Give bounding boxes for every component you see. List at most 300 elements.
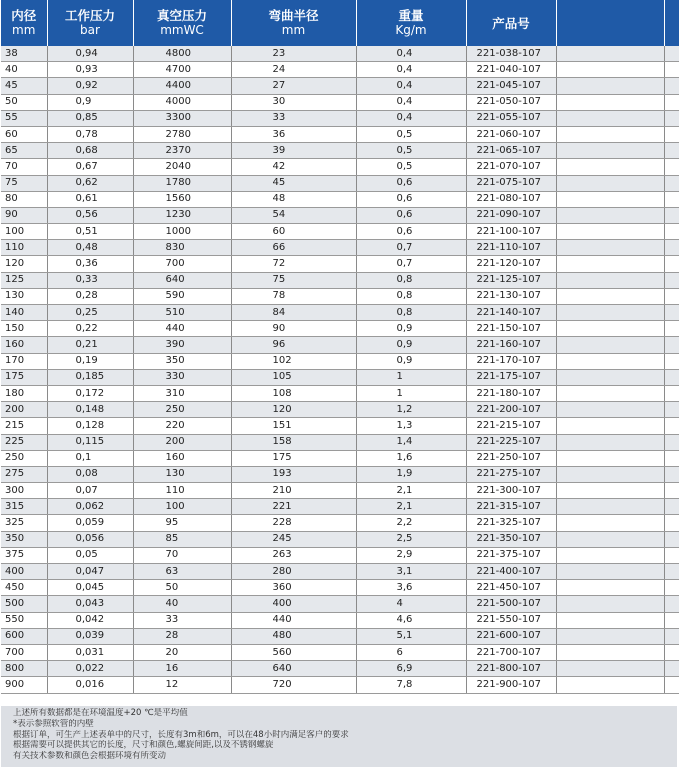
table-row [1, 159, 679, 175]
table-cell: 0,148 [47, 402, 133, 418]
table-cell: 72 [231, 256, 356, 272]
table-cell: 360 [231, 580, 356, 596]
table-cell [556, 272, 664, 288]
table-cell: 20 [133, 644, 231, 660]
table-cell [556, 110, 664, 126]
footnote-line: 根据订单，可生产上述表单中的尺寸，长度有3m和6m，可以在48小时内满足客户的要求 [13, 729, 349, 740]
table-cell [556, 353, 664, 369]
table-row [1, 450, 679, 466]
table-row [1, 644, 679, 660]
table-cell: 0,48 [47, 240, 133, 256]
table-cell: 0,6 [356, 207, 466, 223]
table-cell: 221-350-107 [466, 531, 556, 547]
table-cell: 221-550-107 [466, 612, 556, 628]
table-cell: 60 [1, 126, 47, 142]
table-cell: 0,5 [356, 159, 466, 175]
table-cell: 1780 [133, 175, 231, 191]
table-cell [556, 288, 664, 304]
table-cell: 158 [231, 434, 356, 450]
table-row [1, 337, 679, 353]
table-cell: 0,07 [47, 483, 133, 499]
table-cell: 0,7 [356, 240, 466, 256]
table-cell: 440 [133, 321, 231, 337]
table-cell: 0,172 [47, 385, 133, 401]
table-cell: 85 [133, 531, 231, 547]
table-cell [664, 110, 679, 126]
table-cell [664, 353, 679, 369]
table-cell: 40 [1, 62, 47, 78]
table-cell [664, 143, 679, 159]
table-cell: 0,36 [47, 256, 133, 272]
table-cell: 510 [133, 305, 231, 321]
table-cell: 95 [133, 515, 231, 531]
table-cell: 0,128 [47, 418, 133, 434]
table-cell: 4 [356, 596, 466, 612]
table-cell: 0,22 [47, 321, 133, 337]
footnote-line: 根据需要可以提供其它的长度，尺寸和颜色,螺旋间距,以及不锈钢螺旋 [13, 740, 274, 751]
table-row [1, 305, 679, 321]
table-cell: 110 [1, 240, 47, 256]
table-cell: 0,6 [356, 191, 466, 207]
table-cell: 0,25 [47, 305, 133, 321]
table-cell: 1000 [133, 224, 231, 240]
table-cell: 221-090-107 [466, 207, 556, 223]
table-cell [664, 564, 679, 580]
column-header-unit: mm [12, 23, 36, 37]
table-cell: 90 [1, 207, 47, 223]
table-cell: 250 [1, 450, 47, 466]
table-cell: 45 [1, 78, 47, 94]
table-cell: 50 [133, 580, 231, 596]
hose-spec-table [1, 0, 679, 694]
table-body [1, 46, 679, 693]
table-row [1, 434, 679, 450]
table-cell: 130 [133, 466, 231, 482]
table-cell: 38 [1, 46, 47, 62]
table-row [1, 418, 679, 434]
table-row [1, 612, 679, 628]
table-cell: 221 [231, 499, 356, 515]
table-row [1, 288, 679, 304]
table-cell: 221-045-107 [466, 78, 556, 94]
table-cell: 0,4 [356, 46, 466, 62]
table-cell [664, 175, 679, 191]
table-cell [556, 94, 664, 110]
table-cell: 640 [133, 272, 231, 288]
column-header-unit: Kg/m [395, 23, 427, 37]
table-cell: 221-075-107 [466, 175, 556, 191]
table-cell [664, 483, 679, 499]
table-cell [556, 62, 664, 78]
table-cell [664, 305, 679, 321]
table-cell: 221-325-107 [466, 515, 556, 531]
table-cell: 6 [356, 644, 466, 660]
table-cell: 4400 [133, 78, 231, 94]
table-cell: 0,9 [356, 337, 466, 353]
table-cell [556, 402, 664, 418]
table-cell [556, 46, 664, 62]
table-cell: 221-070-107 [466, 159, 556, 175]
table-cell: 39 [231, 143, 356, 159]
table-cell: 120 [231, 402, 356, 418]
table-row [1, 596, 679, 612]
table-row [1, 321, 679, 337]
table-cell [556, 596, 664, 612]
table-cell: 590 [133, 288, 231, 304]
table-cell [664, 434, 679, 450]
table-cell [664, 612, 679, 628]
table-cell: 221-050-107 [466, 94, 556, 110]
table-cell: 210 [231, 483, 356, 499]
column-header-weight [356, 0, 466, 46]
table-cell [664, 547, 679, 563]
table-cell: 23 [231, 46, 356, 62]
column-header-product-number [466, 0, 556, 46]
table-cell: 0,93 [47, 62, 133, 78]
table-row [1, 580, 679, 596]
column-header-label: 真空压力 [156, 8, 207, 23]
table-cell: 0,9 [47, 94, 133, 110]
table-cell: 350 [133, 353, 231, 369]
table-row [1, 531, 679, 547]
table-cell: 221-040-107 [466, 62, 556, 78]
table-cell: 0,4 [356, 78, 466, 94]
table-cell [664, 191, 679, 207]
table-cell [664, 385, 679, 401]
table-cell [664, 450, 679, 466]
table-cell [556, 661, 664, 677]
table-cell: 221-375-107 [466, 547, 556, 563]
table-row [1, 256, 679, 272]
table-cell: 1,4 [356, 434, 466, 450]
table-cell: 221-125-107 [466, 272, 556, 288]
table-cell: 0,92 [47, 78, 133, 94]
table-cell: 0,67 [47, 159, 133, 175]
table-cell: 0,045 [47, 580, 133, 596]
table-cell [664, 62, 679, 78]
table-cell: 110 [133, 483, 231, 499]
table-cell [556, 78, 664, 94]
table-cell: 228 [231, 515, 356, 531]
table-cell [664, 272, 679, 288]
column-header-unit: bar [80, 23, 100, 37]
table-cell: 560 [231, 644, 356, 660]
table-cell: 0,9 [356, 353, 466, 369]
table-row [1, 207, 679, 223]
table-cell: 33 [231, 110, 356, 126]
table-cell: 500 [1, 596, 47, 612]
table-cell [664, 159, 679, 175]
table-header-row [1, 0, 679, 46]
table-cell: 140 [1, 305, 47, 321]
table-cell: 120 [1, 256, 47, 272]
table-cell: 300 [1, 483, 47, 499]
table-cell: 550 [1, 612, 47, 628]
footnote-line: *表示参照软管的内壁 [13, 718, 94, 729]
table-cell [664, 677, 679, 693]
table-cell [556, 644, 664, 660]
table-cell: 221-225-107 [466, 434, 556, 450]
table-cell: 27 [231, 78, 356, 94]
table-cell: 221-140-107 [466, 305, 556, 321]
table-cell [664, 661, 679, 677]
table-cell: 4,6 [356, 612, 466, 628]
table-cell [556, 224, 664, 240]
table-cell [556, 564, 664, 580]
table-cell: 0,56 [47, 207, 133, 223]
table-cell: 0,059 [47, 515, 133, 531]
table-cell: 102 [231, 353, 356, 369]
table-cell [664, 94, 679, 110]
table-cell: 30 [231, 94, 356, 110]
table-cell [664, 78, 679, 94]
table-cell: 600 [1, 628, 47, 644]
table-cell [664, 369, 679, 385]
column-header-label: 产品号 [492, 15, 530, 31]
table-row [1, 126, 679, 142]
table-cell [664, 515, 679, 531]
table-cell: 160 [1, 337, 47, 353]
table-cell: 221-080-107 [466, 191, 556, 207]
table-cell [556, 207, 664, 223]
table-cell: 221-100-107 [466, 224, 556, 240]
table-cell: 280 [231, 564, 356, 580]
table-cell: 250 [133, 402, 231, 418]
table-cell: 36 [231, 126, 356, 142]
table-cell: 221-300-107 [466, 483, 556, 499]
table-cell: 221-060-107 [466, 126, 556, 142]
table-row [1, 143, 679, 159]
table-cell: 151 [231, 418, 356, 434]
table-cell: 0,21 [47, 337, 133, 353]
table-cell: 0,8 [356, 288, 466, 304]
table-cell: 65 [1, 143, 47, 159]
column-header-label: 内径 [11, 8, 37, 23]
table-cell: 2780 [133, 126, 231, 142]
table-cell: 221-275-107 [466, 466, 556, 482]
table-row [1, 110, 679, 126]
table-cell: 28 [133, 628, 231, 644]
table-cell: 0,9 [356, 321, 466, 337]
table-row [1, 62, 679, 78]
table-cell: 1230 [133, 207, 231, 223]
table-cell: 6,9 [356, 661, 466, 677]
table-cell: 221-200-107 [466, 402, 556, 418]
table-cell: 0,022 [47, 661, 133, 677]
table-cell: 440 [231, 612, 356, 628]
table-cell [664, 321, 679, 337]
table-cell: 0,056 [47, 531, 133, 547]
table-cell: 54 [231, 207, 356, 223]
table-cell: 0,28 [47, 288, 133, 304]
table-cell [664, 499, 679, 515]
table-cell [556, 369, 664, 385]
table-cell: 4800 [133, 46, 231, 62]
table-cell: 1,3 [356, 418, 466, 434]
table-cell: 50 [1, 94, 47, 110]
table-cell: 2040 [133, 159, 231, 175]
table-cell [664, 288, 679, 304]
table-cell [556, 628, 664, 644]
table-cell [556, 547, 664, 563]
table-cell: 0,05 [47, 547, 133, 563]
column-header-working-pressure [47, 0, 133, 46]
table-cell: 221-450-107 [466, 580, 556, 596]
table-cell: 0,5 [356, 126, 466, 142]
table-cell: 221-175-107 [466, 369, 556, 385]
table-cell [664, 402, 679, 418]
table-cell: 70 [133, 547, 231, 563]
table-cell [664, 240, 679, 256]
table-cell: 3,1 [356, 564, 466, 580]
table-row [1, 94, 679, 110]
footnote-line: 上述所有数据都是在环境温度+20 ℃是平均值 [13, 708, 188, 718]
table-cell [664, 418, 679, 434]
table-cell: 0,4 [356, 94, 466, 110]
table-cell: 0,85 [47, 110, 133, 126]
table-cell: 130 [1, 288, 47, 304]
table-cell: 60 [231, 224, 356, 240]
table-cell [556, 580, 664, 596]
table-row [1, 191, 679, 207]
table-row [1, 175, 679, 191]
column-header-bend-radius [231, 0, 356, 46]
table-cell: 221-038-107 [466, 46, 556, 62]
table-cell: 70 [1, 159, 47, 175]
table-cell: 830 [133, 240, 231, 256]
table-cell [556, 466, 664, 482]
table-cell: 221-130-107 [466, 288, 556, 304]
table-cell: 150 [1, 321, 47, 337]
column-header-unit: mm [281, 23, 306, 37]
table-cell: 0,19 [47, 353, 133, 369]
table-cell [556, 126, 664, 142]
column-header-label: 工作压力 [64, 8, 115, 23]
table-cell: 1 [356, 369, 466, 385]
table-row [1, 353, 679, 369]
table-cell: 24 [231, 62, 356, 78]
table-cell [556, 143, 664, 159]
table-cell: 220 [133, 418, 231, 434]
table-cell [556, 677, 664, 693]
table-cell: 640 [231, 661, 356, 677]
table-cell: 0,043 [47, 596, 133, 612]
table-cell [664, 207, 679, 223]
table-cell: 221-150-107 [466, 321, 556, 337]
table-cell: 100 [1, 224, 47, 240]
table-cell: 700 [133, 256, 231, 272]
table-cell: 4000 [133, 94, 231, 110]
table-row [1, 515, 679, 531]
table-cell [664, 644, 679, 660]
table-cell: 221-180-107 [466, 385, 556, 401]
table-cell [556, 240, 664, 256]
table-cell: 0,031 [47, 644, 133, 660]
table-cell: 0,185 [47, 369, 133, 385]
table-row [1, 628, 679, 644]
table-cell: 0,08 [47, 466, 133, 482]
table-cell [664, 46, 679, 62]
table-cell: 0,039 [47, 628, 133, 644]
table-cell: 12 [133, 677, 231, 693]
table-cell: 1,2 [356, 402, 466, 418]
table-cell: 400 [1, 564, 47, 580]
table-row [1, 483, 679, 499]
column-header-label: 弯曲半径 [268, 8, 319, 23]
table-cell: 221-900-107 [466, 677, 556, 693]
table-cell: 350 [1, 531, 47, 547]
table-cell: 0,062 [47, 499, 133, 515]
table-cell: 193 [231, 466, 356, 482]
table-cell: 160 [133, 450, 231, 466]
table-cell [556, 450, 664, 466]
table-cell: 1 [356, 385, 466, 401]
table-cell: 16 [133, 661, 231, 677]
table-row [1, 661, 679, 677]
table-cell: 0,8 [356, 305, 466, 321]
table-cell: 1,6 [356, 450, 466, 466]
table-cell: 330 [133, 369, 231, 385]
table-cell: 221-800-107 [466, 661, 556, 677]
table-cell: 42 [231, 159, 356, 175]
table-cell: 480 [231, 628, 356, 644]
table-cell: 125 [1, 272, 47, 288]
table-cell [664, 256, 679, 272]
table-row [1, 466, 679, 482]
table-cell: 0,042 [47, 612, 133, 628]
table-cell: 3,6 [356, 580, 466, 596]
table-cell: 221-120-107 [466, 256, 556, 272]
table-row [1, 224, 679, 240]
table-row [1, 272, 679, 288]
table-cell: 1560 [133, 191, 231, 207]
table-cell: 221-055-107 [466, 110, 556, 126]
footnotes [1, 706, 677, 767]
table-cell: 55 [1, 110, 47, 126]
table-cell: 0,6 [356, 224, 466, 240]
table-row [1, 402, 679, 418]
table-cell: 84 [231, 305, 356, 321]
table-cell: 221-110-107 [466, 240, 556, 256]
table-row [1, 369, 679, 385]
table-cell: 0,94 [47, 46, 133, 62]
table-row [1, 78, 679, 94]
table-cell: 66 [231, 240, 356, 256]
table-cell: 0,61 [47, 191, 133, 207]
table-cell: 221-250-107 [466, 450, 556, 466]
table-cell: 0,6 [356, 175, 466, 191]
table-cell: 105 [231, 369, 356, 385]
column-header-blank-col-1 [556, 0, 664, 46]
table-cell: 0,7 [356, 256, 466, 272]
table-cell: 215 [1, 418, 47, 434]
column-header-vacuum-pressure [133, 0, 231, 46]
table-cell: 0,51 [47, 224, 133, 240]
table-cell [556, 515, 664, 531]
table-cell [556, 612, 664, 628]
table-cell: 78 [231, 288, 356, 304]
table-row [1, 499, 679, 515]
table-cell [556, 256, 664, 272]
table-cell: 48 [231, 191, 356, 207]
table-cell: 170 [1, 353, 47, 369]
table-cell: 90 [231, 321, 356, 337]
table-cell [664, 337, 679, 353]
table-cell [556, 434, 664, 450]
column-header-unit: mmWC [160, 23, 204, 37]
table-cell: 221-600-107 [466, 628, 556, 644]
table-cell: 200 [133, 434, 231, 450]
